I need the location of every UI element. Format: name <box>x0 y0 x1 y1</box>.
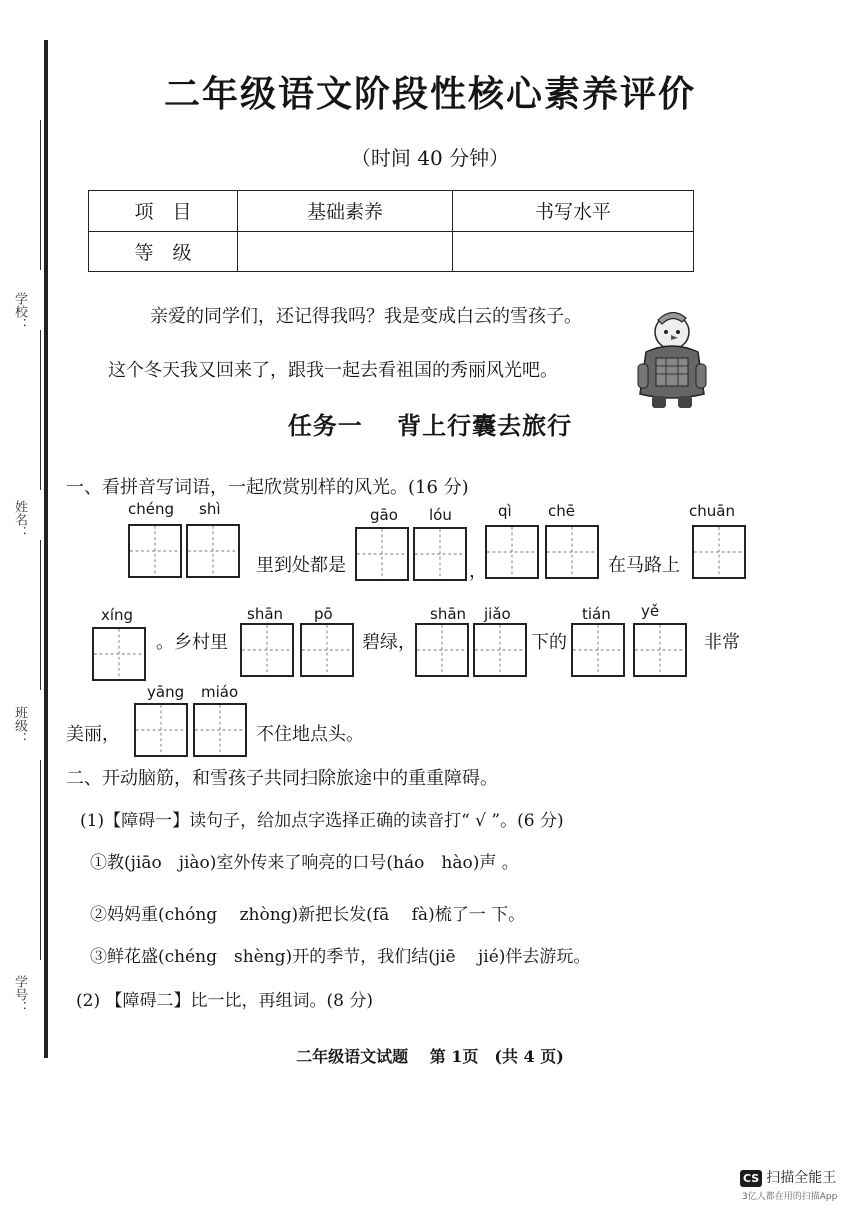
pinyin-label: chéng <box>128 500 175 518</box>
question-item: ①教(jiāo jiào)室外传来了响亮的口号(háo hào)声 。 <box>90 853 519 873</box>
side-label-number: 学号： <box>12 975 27 1014</box>
writing-box[interactable] <box>545 525 599 579</box>
pinyin-label: shān <box>247 605 284 623</box>
writing-box[interactable] <box>633 623 687 677</box>
page-footer: 二年级语文试题 第 1页 (共 4 页) <box>296 1047 564 1066</box>
pinyin-label: gāo <box>370 506 398 524</box>
writing-box[interactable] <box>193 703 247 757</box>
pinyin-label: lóu <box>429 506 452 524</box>
grade-table <box>88 190 694 272</box>
sentence-text: 不住地点头。 <box>256 724 364 745</box>
writing-box[interactable] <box>355 527 409 581</box>
sentence-text: 。乡村里 <box>156 632 228 653</box>
sentence-text: 下的 <box>531 632 567 653</box>
scanner-watermark <box>740 1167 836 1187</box>
grade-table-cell: 基础素养 <box>238 191 453 232</box>
writing-box[interactable] <box>240 623 294 677</box>
writing-box[interactable] <box>413 527 467 581</box>
writing-box[interactable] <box>300 623 354 677</box>
section-heading: 二、开动脑筋，和雪孩子共同扫除旅途中的重重障碍。 <box>66 768 498 789</box>
pinyin-label: chuān <box>689 502 735 520</box>
intro-line: 这个冬天我又回来了，跟我一起去看祖国的秀丽风光吧。 <box>108 360 558 381</box>
pinyin-label: shān <box>430 605 467 623</box>
grade-table-row <box>89 231 694 272</box>
sentence-text: 美丽， <box>66 724 120 745</box>
grade-table-cell: 等 级 <box>89 231 238 272</box>
grade-blank-cell[interactable] <box>453 231 694 272</box>
writing-box[interactable] <box>128 524 182 578</box>
question-item: ②妈妈重(chóng zhòng)新把长发(fā fà)梳了一 下。 <box>90 905 526 925</box>
grade-table-row <box>89 191 694 232</box>
pinyin-label: qì <box>498 502 512 520</box>
pinyin-label: shì <box>199 500 221 518</box>
pinyin-label: miáo <box>201 683 239 701</box>
writing-box[interactable] <box>415 623 469 677</box>
writing-box[interactable] <box>473 623 527 677</box>
pinyin-label: chē <box>548 502 575 520</box>
writing-box[interactable] <box>186 524 240 578</box>
snowman-illustration <box>634 302 710 412</box>
scanner-brand-name: 扫描全能王 <box>766 1170 837 1186</box>
side-label-class: 班级： <box>12 706 27 745</box>
pinyin-label: yě <box>641 602 660 620</box>
writing-box[interactable] <box>692 525 746 579</box>
pinyin-label: tián <box>582 605 611 623</box>
pinyin-label: yāng <box>147 683 185 701</box>
sentence-text: 碧绿， <box>362 632 416 653</box>
grade-blank-cell[interactable] <box>238 231 453 272</box>
side-blank-line <box>40 540 41 690</box>
grade-table-cell: 项 目 <box>89 191 238 232</box>
pinyin-label: xíng <box>101 606 134 624</box>
question-prompt: (1)【障碍一】读句子，给加点字选择正确的读音打“ √ ”。(6 分) <box>80 811 564 831</box>
binding-line <box>44 40 48 1058</box>
writing-box[interactable] <box>571 623 625 677</box>
page-title: 二年级语文阶段性核心素养评价 <box>163 73 696 115</box>
grade-table-cell: 书写水平 <box>453 191 694 232</box>
section-heading: 一、看拼音写词语，一起欣赏别样的风光。(16 分) <box>66 477 469 498</box>
pinyin-label: pō <box>314 605 333 623</box>
sentence-text: ， <box>469 561 487 582</box>
question-prompt: (2) 【障碍二】比一比，再组词。(8 分) <box>76 991 373 1011</box>
task-title: 任务一 背上行囊去旅行 <box>287 411 573 440</box>
time-limit: （时间 40 分钟） <box>350 146 510 170</box>
writing-box[interactable] <box>134 703 188 757</box>
writing-box[interactable] <box>485 525 539 579</box>
side-blank-line <box>40 760 41 960</box>
side-label-name: 姓名： <box>12 500 27 539</box>
sentence-text: 在马路上 <box>608 555 680 576</box>
sentence-text: 里到处都是 <box>256 555 346 576</box>
scanner-tagline: 3亿人都在用的扫描App <box>742 1192 838 1202</box>
scanner-logo-icon: CS <box>740 1170 762 1187</box>
sentence-text: 非常 <box>704 632 740 653</box>
intro-line: 亲爱的同学们，还记得我吗？我是变成白云的雪孩子。 <box>150 306 582 327</box>
question-item: ③鲜花盛(chéng shèng)开的季节，我们结(jiē jié)伴去游玩。 <box>90 947 591 967</box>
writing-box[interactable] <box>92 627 146 681</box>
pinyin-label: jiǎo <box>484 605 511 623</box>
side-label-school: 学校： <box>12 292 27 331</box>
